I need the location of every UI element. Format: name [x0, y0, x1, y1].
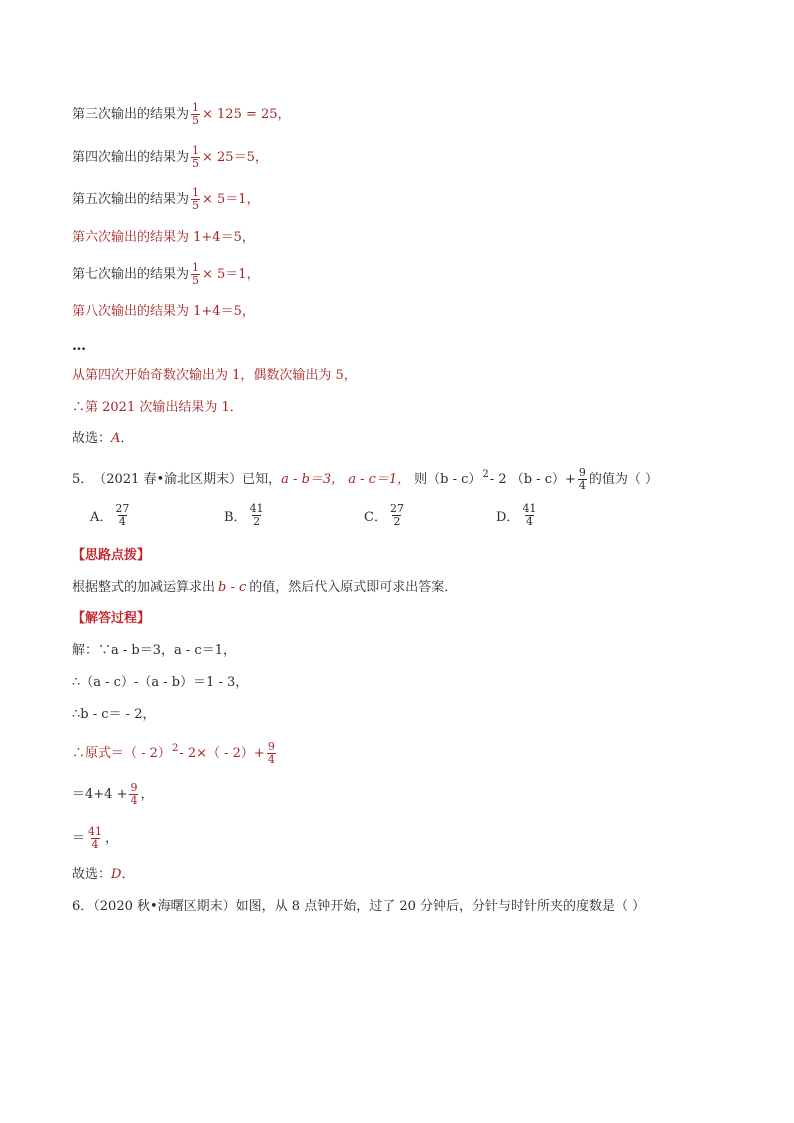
frac-num: 1: [192, 101, 200, 114]
frac-den: 4: [118, 515, 126, 528]
step-5-value: × 5＝1，: [202, 191, 260, 207]
fraction: [191, 145, 200, 170]
step-3-value: × 125 = 25，: [202, 106, 291, 122]
option-d[interactable]: [496, 503, 539, 528]
frac-num: 41: [88, 825, 103, 838]
exponent: 2: [171, 742, 179, 754]
solution-line-6: [72, 826, 118, 851]
frac-num: 1: [192, 261, 200, 274]
step-4-value: × 25＝5，: [202, 149, 268, 165]
frac-num: 9: [578, 466, 586, 479]
question-ask: 则（b - c）: [414, 471, 482, 487]
expr-before: ＝: [72, 830, 86, 846]
frac-den: 4: [578, 479, 586, 492]
step-6: [72, 228, 255, 248]
step-5-label: 第五次输出的结果为: [72, 191, 190, 207]
frac-num: 27: [389, 502, 404, 515]
option-a[interactable]: [90, 503, 132, 528]
frac-den: 2: [253, 515, 261, 528]
question-source: （2021 春•渝北区期末）已知，: [93, 471, 282, 487]
expr-after: ，: [105, 830, 119, 846]
solution-line-4: [72, 741, 278, 766]
answer-line-4: [72, 429, 133, 449]
option-label: D．: [496, 510, 520, 525]
option-label: B．: [224, 510, 247, 525]
option-label: A．: [90, 510, 113, 525]
frac-den: 4: [267, 753, 275, 766]
frac-den: 2: [393, 515, 401, 528]
solution-line-2: ∴（a - c）-（a - b）＝1 - 3，: [72, 675, 249, 690]
step-7-value: × 5＝1，: [202, 266, 260, 282]
expr-after: - 2×（ - 2）+: [179, 745, 265, 761]
step-6-text: 第六次输出的结果为 1+4＝5，: [72, 230, 255, 245]
conclusion-line: ∴第 2021 次输出结果为 1．: [72, 400, 243, 415]
frac-den: 5: [192, 114, 200, 127]
answer-suffix: ．: [120, 431, 134, 446]
fraction: [389, 503, 405, 528]
solution-line-1: 解：∵a - b＝3，a - c＝1，: [72, 643, 236, 658]
ellipsis: …: [72, 338, 87, 354]
answer-suffix: ．: [121, 867, 135, 882]
exponent: 2: [482, 468, 489, 480]
answer-letter: D: [111, 867, 122, 882]
hint-variable: b - c: [218, 580, 247, 595]
answer-letter: A: [111, 431, 121, 446]
fraction: [267, 741, 276, 766]
question-5: [72, 467, 658, 492]
condition-2: a - c＝1，: [348, 471, 411, 487]
frac-den: 4: [130, 794, 138, 807]
answer-prefix: 故选：: [72, 431, 112, 446]
hint-line: [72, 578, 457, 598]
frac-num: 27: [115, 502, 130, 515]
step-8-text: 第八次输出的结果为 1+4＝5，: [72, 304, 255, 319]
expr-after: ，: [140, 786, 154, 802]
step-3-label: 第三次输出的结果为: [72, 106, 190, 122]
frac-num: 1: [192, 144, 200, 157]
solution-heading: 【解答过程】: [72, 611, 151, 626]
question-mid: - 2 （b - c）+: [489, 471, 576, 487]
option-c[interactable]: [364, 503, 407, 528]
step-3: [72, 102, 291, 127]
hint-before: 根据整式的加减运算求出: [72, 580, 216, 595]
fraction: [129, 782, 138, 807]
fraction: [521, 503, 537, 528]
answer-line-5: [72, 865, 134, 885]
expr-before: ∴原式＝（ - 2）: [72, 745, 171, 761]
fraction: [191, 262, 200, 287]
hint-after: 的值，然后代入原式即可求出答案．: [249, 580, 458, 595]
frac-den: 4: [525, 515, 533, 528]
solution-line-3: ∴b - c＝ - 2，: [72, 707, 156, 722]
frac-num: 41: [249, 502, 264, 515]
expr-before: ＝4+4 +: [72, 786, 128, 802]
frac-num: 9: [130, 781, 138, 794]
fraction: [191, 102, 200, 127]
step-5: [72, 187, 260, 212]
frac-num: 1: [192, 186, 200, 199]
fraction: [191, 187, 200, 212]
hint-heading: 【思路点拨】: [72, 548, 151, 563]
question-tail: 的值为（ ）: [588, 471, 659, 487]
solution-line-5: [72, 782, 153, 807]
option-label: C．: [364, 510, 387, 525]
step-8: [72, 302, 255, 322]
option-b[interactable]: [224, 503, 267, 528]
question-number: 5．: [72, 471, 94, 487]
frac-num: 41: [522, 502, 537, 515]
fraction: [87, 826, 103, 851]
question-6: 6．（2020 秋•海曙区期末）如图，从 8 点钟开始，过了 20 分钟后，分针与时针所夹的度数是（ ）: [72, 899, 646, 914]
frac-num: 9: [267, 740, 275, 753]
pattern-line: 从第四次开始奇数次输出为 1，偶数次输出为 5，: [72, 368, 357, 383]
frac-den: 5: [192, 157, 200, 170]
frac-den: 4: [91, 838, 99, 851]
frac-den: 5: [192, 274, 200, 287]
fraction: [249, 503, 265, 528]
step-7-label: 第七次输出的结果为: [72, 266, 190, 282]
answer-prefix: 故选：: [72, 867, 112, 882]
frac-den: 5: [192, 199, 200, 212]
step-4-label: 第四次输出的结果为: [72, 149, 190, 165]
condition-1: a - b＝3，: [281, 471, 345, 487]
fraction: [114, 503, 130, 528]
step-7: [72, 262, 260, 287]
step-4: [72, 145, 268, 170]
fraction: [578, 467, 587, 492]
